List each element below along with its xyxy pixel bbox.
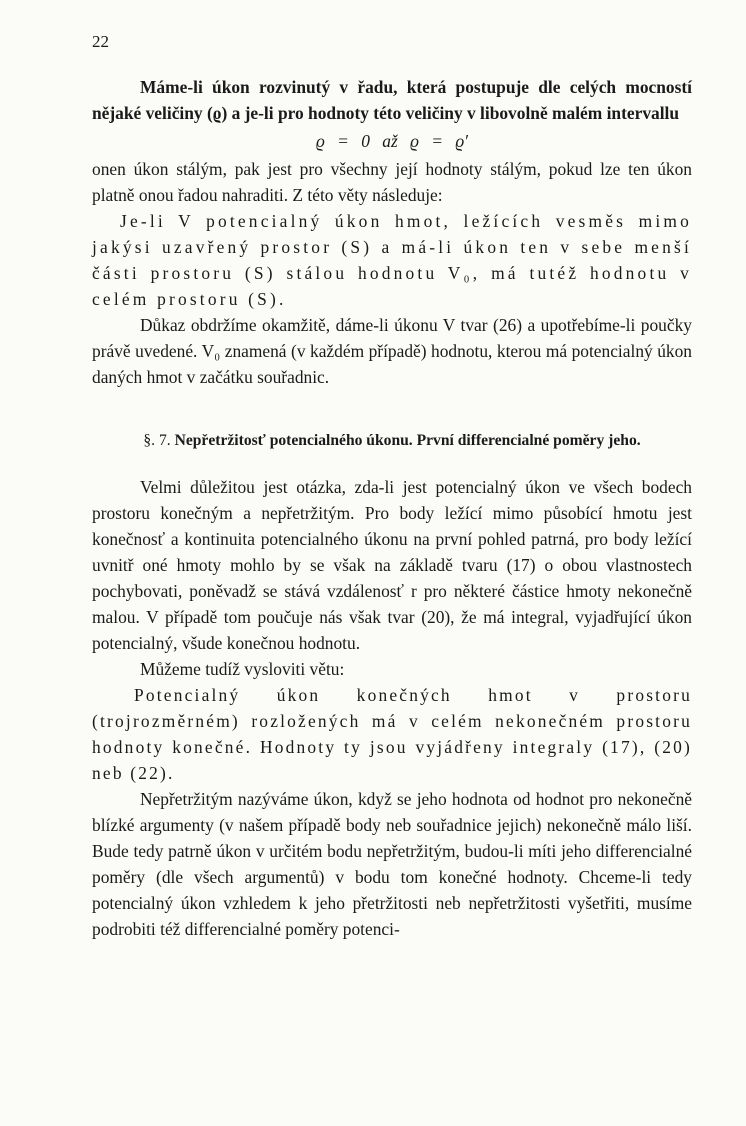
paragraph-continuity-definition: Nepřetržitým nazýváme úkon, když se jeho hodnota od hodnot pro nekonečně blízké argumenty (v našem případě body neb souřadnice jejich) nekonečně málo liší. Bude tedy patrně úkon v určitém bodu nepřetržitým, budou-li míti jeho differencialné poměry (dle všech argumentů) v bodu tom konečné hodnoty. Chceme-li tedy potencialný úkon vzhledem k jeho přetržitosti neb nepřetržitosti vyšetřiti, musíme podrobiti též differencialné poměry potenci- [92,789,692,939]
formula-interval: ϱ = 0 až ϱ = ϱ′ [316,131,468,151]
paragraph-continuity-question: Velmi důležitou jest otázka, zda-li jest potencialný úkon ve všech bodech prostoru konečným a nepřetržitým. Pro body ležící mimo působící hmotu jest konečnosť a kontinuita potencialného úkonu na první pohled patrná, pro body ležící uvnitř oné hmoty mohlo by se však na základě tvaru (17) o obou vlastnostech pochybovati, poněvadž se stává vzdálenosť r pro některé částice hmoty nekonečně malou. V případě tom poučuje nás však tvar (20), že má integral, vyjadřující úkon potencialný, všude konečnou hodnotu. [92,477,692,653]
paragraph-intro-lead: Máme-li úkon rozvinutý v řadu, která postupuje dle celých mocností nějaké veličiny (ϱ) a je-li pro hodnoty této veličiny v libovolně malém intervallu [92,77,692,123]
section-number: §. 7. [143,432,171,449]
page-number: 22 [92,32,109,51]
section-title: Nepřetržitosť potencialného úkonu. První differencialné poměry jeho. [174,432,641,449]
section-heading [92,430,692,452]
paragraph-intro-rest: onen úkon stálým, pak jest pro všechny její hodnoty stálým, pokud lze ten úkon platně onou řadou nahraditi. Z této věty následuje: [92,159,692,205]
theorem-finite-values: Potencialný úkon konečných hmot v prostoru (trojrozměrném) rozložených má v celém nekonečném prostoru hodnoty konečné. Hodnoty ty jsou vyjádřeny integraly (17), (20) neb (22). [92,685,692,783]
paragraph-statement-intro: Můžeme tudíž vysloviti větu: [140,659,345,679]
page-body [92,74,692,942]
theorem-constant-potential: Je-li V potencialný úkon hmot, ležících vesměs mimo jakýsi uzavřený prostor (S) a má-li úkon ten v sebe menší části prostoru (S) stálou hodnotu V₀, má tutéž hodnotu v celém prostoru (S). [92,211,692,309]
paragraph-proof: Důkaz obdržíme okamžitě, dáme-li úkonu V tvar (26) a upotřebíme-li poučky právě uvedené. V₀ znamená (v každém případě) hodnotu, kterou má potencialný úkon daných hmot v začátku souřadnic. [92,315,692,387]
